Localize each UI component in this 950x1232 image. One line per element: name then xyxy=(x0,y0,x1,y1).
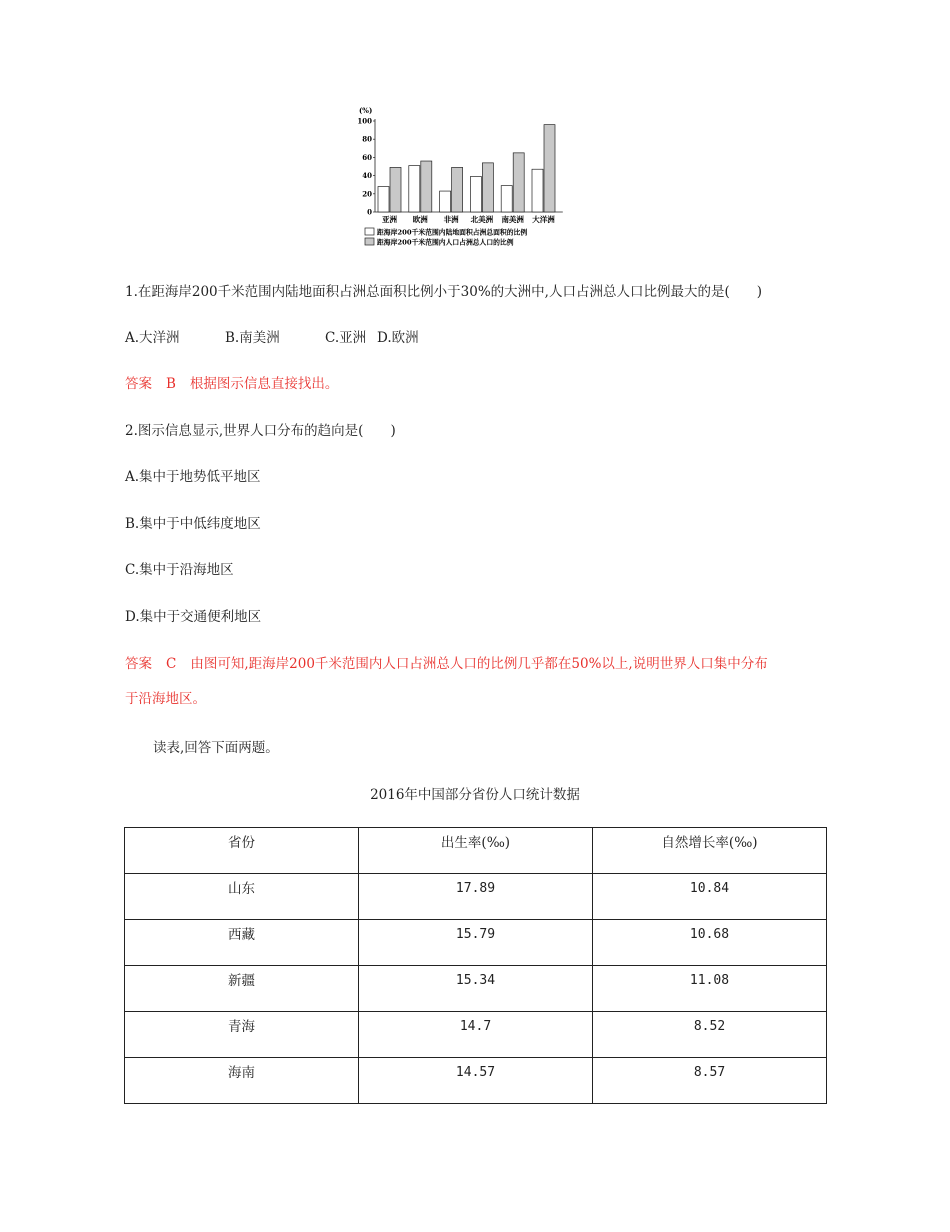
legend-swatch xyxy=(365,228,374,235)
birth-rate-cell: 15.34 xyxy=(455,973,496,988)
x-category-label: 欧洲 xyxy=(412,215,428,224)
y-tick-label: 80 xyxy=(362,134,372,144)
table-header-cell xyxy=(125,828,359,874)
table-row xyxy=(125,874,827,920)
question-2-answer xyxy=(125,654,768,674)
bar xyxy=(452,167,463,212)
q2-option-c: C.集中于沿海地区 xyxy=(125,562,234,578)
answer-key: B xyxy=(166,376,176,392)
province-cell: 海南 xyxy=(228,1065,255,1081)
province-cell: 山东 xyxy=(228,881,255,897)
legend-label: 距海岸200千米范围内人口占洲总人口的比例 xyxy=(377,238,514,247)
y-tick-label: 20 xyxy=(362,189,372,199)
q1-option-b: B.南美洲 xyxy=(225,330,280,346)
question-1-stem: 1.在距海岸200千米范围内陆地面积占洲总面积比例小于30%的大洲中,人口占洲总人口比例最大的是( ) xyxy=(125,284,762,300)
table-header-cell xyxy=(593,828,827,874)
q1-option-a: A.大洋洲 xyxy=(125,330,180,346)
province-cell: 西藏 xyxy=(228,927,255,943)
chart-bars xyxy=(378,125,555,212)
growth-rate-cell: 8.52 xyxy=(693,1019,726,1034)
y-tick-label: 40 xyxy=(362,171,372,181)
table-row xyxy=(125,966,827,1012)
q2-option-d: D.集中于交通便利地区 xyxy=(125,609,262,625)
table-row xyxy=(125,1012,827,1058)
x-category-label: 南美洲 xyxy=(501,215,524,224)
question-1-options xyxy=(125,328,419,348)
y-tick-label: 0 xyxy=(367,207,372,217)
legend-label: 距海岸200千米范围内陆地面积占洲总面积的比例 xyxy=(377,228,528,237)
q1-option-c: C.亚洲 xyxy=(325,330,367,346)
table-row xyxy=(125,1058,827,1104)
bar xyxy=(513,153,524,212)
birth-rate-cell: 14.7 xyxy=(459,1019,492,1034)
table-header-row xyxy=(125,828,827,874)
growth-rate-cell: 11.08 xyxy=(689,973,730,988)
x-category-label: 北美洲 xyxy=(470,215,494,224)
answer-label: 答案 xyxy=(125,376,152,392)
growth-rate-cell: 10.68 xyxy=(689,927,730,942)
bar xyxy=(440,191,451,212)
y-tick-label: 100 xyxy=(357,116,372,126)
answer-explanation: 根据图示信息直接找出。 xyxy=(189,376,339,392)
birth-rate-cell: 17.89 xyxy=(455,881,496,896)
bar xyxy=(390,167,401,212)
table-title: 2016年中国部分省份人口统计数据 xyxy=(370,787,580,803)
table-intro: 读表,回答下面两题。 xyxy=(153,740,279,756)
chart-legend xyxy=(365,228,527,247)
question-1-answer xyxy=(125,374,338,394)
bar xyxy=(544,125,555,212)
q2-option-a: A.集中于地势低平地区 xyxy=(125,469,261,485)
growth-rate-cell: 8.57 xyxy=(693,1065,726,1080)
x-category-label: 亚洲 xyxy=(382,215,397,224)
x-category-label: 非洲 xyxy=(443,215,459,224)
header-birth-rate: 出生率(‰) xyxy=(440,835,511,851)
birth-rate-cell: 14.57 xyxy=(455,1065,496,1080)
bar xyxy=(409,166,420,212)
province-cell: 新疆 xyxy=(228,973,255,989)
bar xyxy=(470,177,481,212)
header-growth-rate: 自然增长率(‰) xyxy=(661,835,758,851)
birth-rate-cell: 15.79 xyxy=(455,927,496,942)
answer-label: 答案 xyxy=(125,656,152,672)
bar xyxy=(482,163,493,212)
header-province: 省份 xyxy=(228,835,255,851)
bar xyxy=(421,161,432,212)
table-row xyxy=(125,920,827,966)
province-cell: 青海 xyxy=(228,1019,255,1035)
chart-labels xyxy=(382,214,555,224)
x-category-label: 大洋洲 xyxy=(532,215,555,224)
bar xyxy=(532,169,543,212)
bar xyxy=(378,187,389,212)
q2-option-b: B.集中于中低纬度地区 xyxy=(125,516,261,532)
bar-chart xyxy=(355,104,605,256)
y-tick-label: 60 xyxy=(362,152,372,162)
bar xyxy=(501,186,512,212)
population-table xyxy=(124,827,827,1104)
answer-explanation: 由图可知,距海岸200千米范围内人口占洲总人口的比例几乎都在50%以上,说明世界人口集中分布 xyxy=(190,656,768,672)
answer-key: C xyxy=(166,656,177,672)
table-header-cell xyxy=(359,828,593,874)
growth-rate-cell: 10.84 xyxy=(689,881,730,896)
question-2-stem: 2.图示信息显示,世界人口分布的趋向是( ) xyxy=(125,423,396,439)
legend-swatch xyxy=(365,238,374,245)
q1-option-d: D.欧洲 xyxy=(377,330,419,346)
question-2-answer-continued: 于沿海地区。 xyxy=(125,691,206,707)
y-axis-unit: (%) xyxy=(359,106,373,115)
